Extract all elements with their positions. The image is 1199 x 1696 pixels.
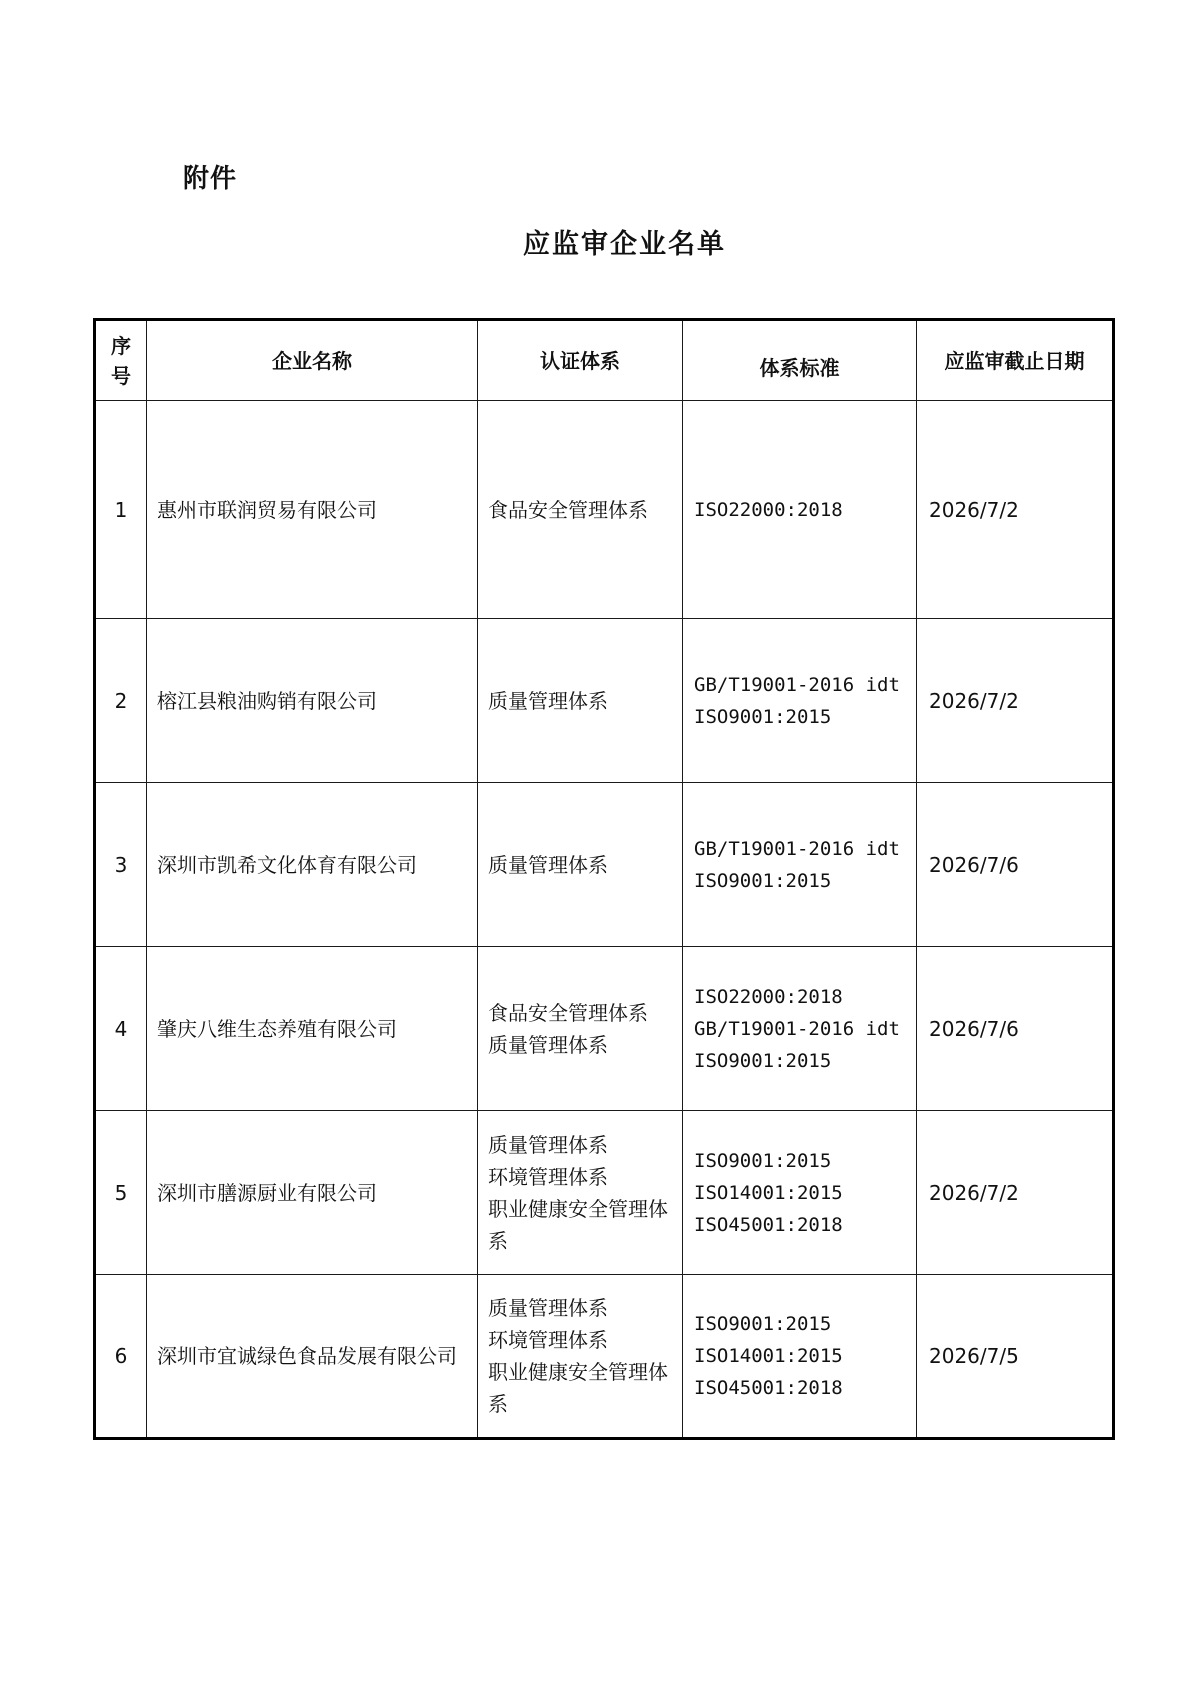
- row-seq: 1: [95, 401, 147, 619]
- row-systems: [478, 401, 683, 619]
- table-row: [95, 947, 1114, 1111]
- row-seq: 5: [95, 1111, 147, 1275]
- row-seq: 6: [95, 1275, 147, 1439]
- document-title: 应监审企业名单: [523, 229, 726, 260]
- row-company: 榕江县粮油购销有限公司: [147, 619, 478, 783]
- header-seq-line: 号: [111, 363, 131, 388]
- standard-line: ISO9001:2015: [694, 869, 832, 892]
- system-line: 职业健康安全管理体系: [488, 1360, 668, 1416]
- system-line: 质量管理体系: [488, 1296, 608, 1320]
- system-line: 职业健康安全管理体系: [488, 1196, 668, 1253]
- system-line: 质量管理体系: [488, 1132, 608, 1157]
- row-deadline: 2026/7/6: [917, 783, 1114, 947]
- standard-line: ISO45001:2018: [694, 1377, 843, 1399]
- system-line: 环境管理体系: [488, 1328, 608, 1352]
- row-systems: [478, 619, 683, 783]
- row-systems: [478, 1111, 683, 1275]
- row-standards: [683, 401, 917, 619]
- standard-line: ISO22000:2018: [694, 985, 843, 1008]
- row-standards: [683, 1111, 917, 1275]
- system-line: 质量管理体系: [488, 852, 608, 877]
- row-company: 肇庆八维生态养殖有限公司: [147, 947, 478, 1111]
- table-row: [95, 1275, 1114, 1439]
- system-line: 食品安全管理体系: [488, 497, 648, 522]
- table-header-row: [95, 320, 1114, 401]
- standard-line: ISO45001:2018: [694, 1213, 843, 1236]
- row-seq: 4: [95, 947, 147, 1111]
- header-system: 认证体系: [478, 320, 683, 401]
- row-company: 深圳市宜诚绿色食品发展有限公司: [147, 1275, 478, 1439]
- table-row: [95, 1111, 1114, 1275]
- system-line: 质量管理体系: [488, 688, 608, 713]
- standard-line: ISO9001:2015: [694, 1313, 832, 1335]
- row-systems: [478, 783, 683, 947]
- standard-line: GB/T19001-2016 idt: [694, 673, 900, 696]
- table-row: [95, 401, 1114, 619]
- header-company: 企业名称: [147, 320, 478, 401]
- system-line: 环境管理体系: [488, 1164, 608, 1189]
- row-deadline: 2026/7/2: [917, 619, 1114, 783]
- row-standards: [683, 783, 917, 947]
- table-row: [95, 783, 1114, 947]
- row-seq: 3: [95, 783, 147, 947]
- header-seq: [95, 320, 147, 401]
- system-line: 食品安全管理体系: [488, 1000, 648, 1025]
- standard-line: GB/T19001-2016 idt: [694, 1017, 900, 1040]
- row-seq: 2: [95, 619, 147, 783]
- row-company: 惠州市联润贸易有限公司: [147, 401, 478, 619]
- row-deadline: 2026/7/2: [917, 1111, 1114, 1275]
- header-standard: 体系标准: [683, 320, 917, 401]
- standard-line: GB/T19001-2016 idt: [694, 837, 900, 860]
- row-standards: [683, 947, 917, 1111]
- row-standards: [683, 1275, 917, 1439]
- standard-line: ISO9001:2015: [694, 1049, 832, 1072]
- standard-line: ISO9001:2015: [694, 705, 832, 728]
- row-systems: [478, 1275, 683, 1439]
- standard-line: ISO22000:2018: [694, 498, 843, 521]
- row-systems: [478, 947, 683, 1111]
- row-deadline: 2026/7/5: [917, 1275, 1114, 1439]
- row-deadline: 2026/7/2: [917, 401, 1114, 619]
- standard-line: ISO14001:2015: [694, 1345, 843, 1367]
- company-list-table: [93, 318, 1115, 1440]
- row-deadline: 2026/7/6: [917, 947, 1114, 1111]
- row-company: 深圳市凯希文化体育有限公司: [147, 783, 478, 947]
- header-seq-line: 序: [111, 333, 131, 358]
- header-deadline: 应监审截止日期: [917, 320, 1114, 401]
- standard-line: ISO9001:2015: [694, 1149, 832, 1172]
- table-row: [95, 619, 1114, 783]
- standard-line: ISO14001:2015: [694, 1181, 843, 1204]
- attachment-label: 附件: [183, 164, 238, 194]
- row-standards: [683, 619, 917, 783]
- system-line: 质量管理体系: [488, 1032, 608, 1057]
- row-company: 深圳市膳源厨业有限公司: [147, 1111, 478, 1275]
